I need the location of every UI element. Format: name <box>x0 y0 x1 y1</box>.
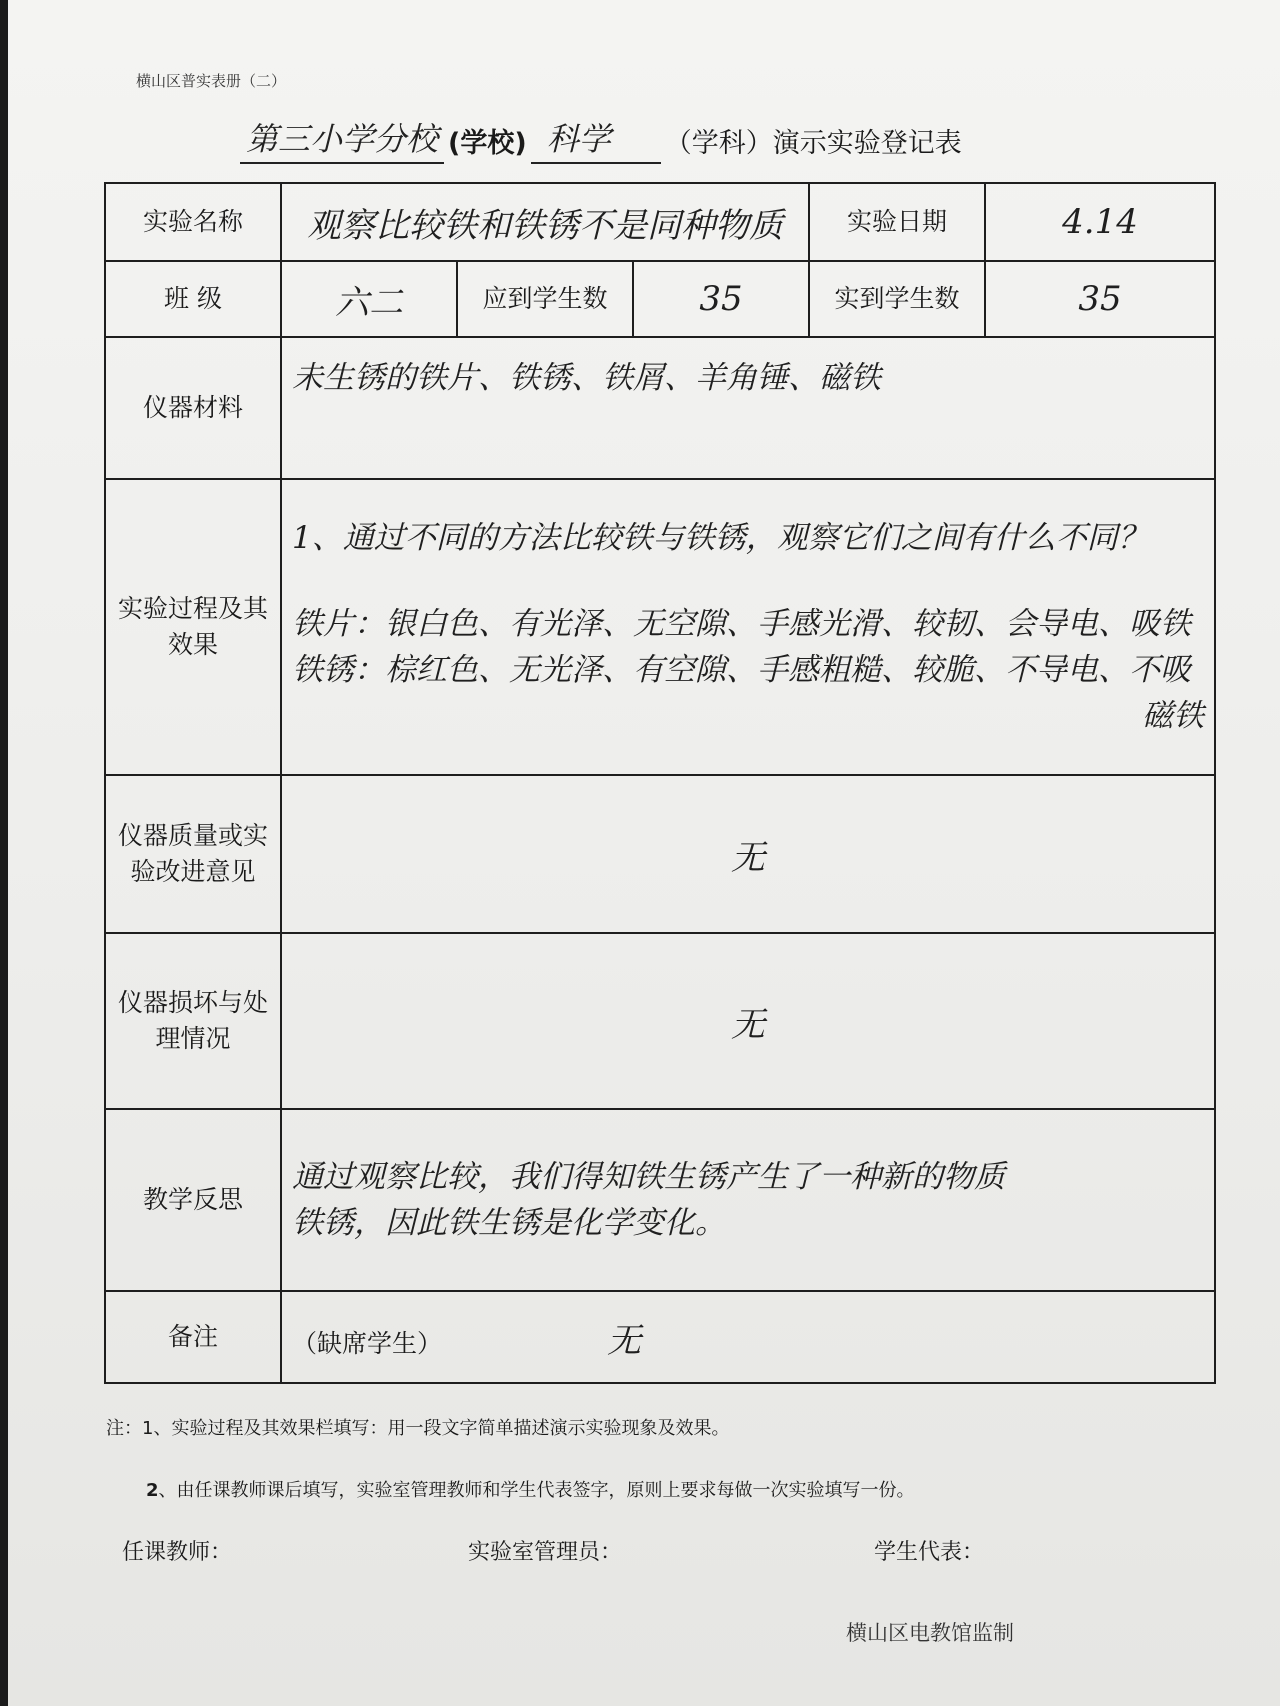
note-2-number: 2 <box>146 1480 159 1501</box>
student-rep-signature-label: 学生代表： <box>874 1540 985 1565</box>
footer-supervisor: 横山区电教馆监制 <box>846 1621 1014 1645</box>
quality-label: 仪器质量或实验改进意见 <box>105 775 281 933</box>
remarks-value-cell <box>281 1291 1215 1383</box>
experiment-date-value: 4.14 <box>985 183 1215 261</box>
reflection-line-2: 铁锈，因此铁生锈是化学变化。 <box>292 1205 726 1241</box>
reflection-label: 教学反思 <box>105 1109 281 1291</box>
experiment-date-label: 实验日期 <box>809 183 985 261</box>
actual-students-label: 实到学生数 <box>809 261 985 337</box>
materials-label: 仪器材料 <box>105 337 281 479</box>
process-line-4: 磁铁 <box>1142 698 1204 734</box>
experiment-name-label: 实验名称 <box>105 183 281 261</box>
note-2 <box>146 1476 915 1502</box>
experiment-name-value: 观察比较铁和铁锈不是同种物质 <box>281 183 809 261</box>
paper-sheet <box>8 0 1280 1706</box>
quality-value: 无 <box>281 775 1215 933</box>
remarks-label: 备注 <box>105 1291 281 1383</box>
process-value <box>281 479 1215 775</box>
school-label: (学校) <box>448 128 527 159</box>
process-line-2: 铁片：银白色、有光泽、无空隙、手感光滑、较韧、会导电、吸铁 <box>292 606 1191 642</box>
class-value: 六二 <box>281 261 457 337</box>
expected-students-label: 应到学生数 <box>457 261 633 337</box>
actual-students-value: 35 <box>985 261 1215 337</box>
note-1: 注：1、实验过程及其效果栏填写：用一段文字简单描述演示实验现象及效果。 <box>106 1418 730 1439</box>
title-suffix: （学科）演示实验登记表 <box>664 128 962 159</box>
materials-value: 未生锈的铁片、铁锈、铁屑、羊角锤、磁铁 <box>281 337 1215 479</box>
note-2-text: 、由任课教师课后填写，实验室管理教师和学生代表签字，原则上要求每做一次实验填写一份。 <box>158 1480 915 1501</box>
remarks-sub-label: （缺席学生） <box>292 1328 443 1358</box>
damage-label: 仪器损坏与处理情况 <box>105 933 281 1109</box>
class-label: 班 级 <box>105 261 281 337</box>
form-series: 横山区普实表册（二） <box>136 72 287 90</box>
teacher-signature-label: 任课教师： <box>122 1540 233 1565</box>
experiment-register-table <box>104 182 1216 1384</box>
school-name-handwritten: 第三小学分校 <box>240 114 444 164</box>
lab-admin-signature-label: 实验室管理员： <box>468 1540 623 1565</box>
process-label: 实验过程及其效果 <box>105 479 281 775</box>
reflection-line-1: 通过观察比较，我们得知铁生锈产生了一种新的物质 <box>292 1159 1005 1195</box>
reflection-value <box>281 1109 1215 1291</box>
process-line-3: 铁锈：棕红色、无光泽、有空隙、手感粗糙、较脆、不导电、不吸 <box>292 652 1191 688</box>
subject-handwritten: 科学 <box>531 114 661 164</box>
expected-students-value: 35 <box>633 261 809 337</box>
damage-value: 无 <box>281 933 1215 1109</box>
remarks-value: 无 <box>607 1320 642 1361</box>
process-line-1: 1、通过不同的方法比较铁与铁锈，观察它们之间有什么不同？ <box>292 520 1149 556</box>
page-title <box>240 118 966 164</box>
